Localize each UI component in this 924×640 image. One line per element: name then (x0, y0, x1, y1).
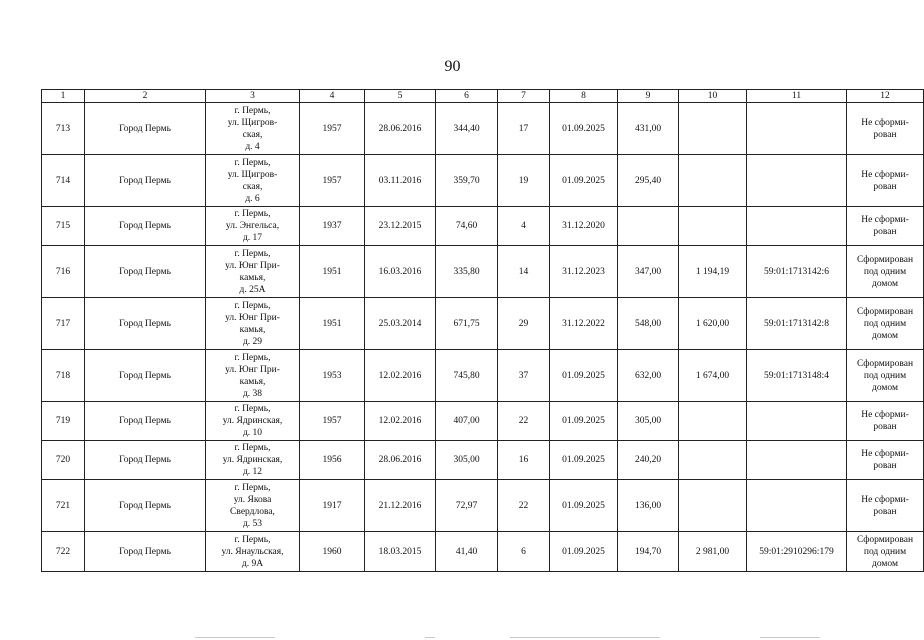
row-number-cell: 716 (42, 246, 85, 298)
area-cell: 344,40 (436, 103, 498, 155)
row-number-cell: 717 (42, 298, 85, 350)
scan-edge-line (510, 637, 660, 638)
municipality-cell: Город Пермь (85, 155, 206, 207)
status-cell: Сформирован под одним домом (847, 246, 924, 298)
municipality-cell: Город Пермь (85, 441, 206, 480)
date-cell: 12.02.2016 (365, 350, 436, 402)
date-cell: 03.11.2016 (365, 155, 436, 207)
municipality-cell: Город Пермь (85, 480, 206, 532)
table-row (42, 441, 924, 480)
area-cell: 72,97 (436, 480, 498, 532)
area-cell: 74,60 (436, 207, 498, 246)
count-cell: 17 (498, 103, 550, 155)
municipality-cell: Город Пермь (85, 207, 206, 246)
land-area-cell (679, 402, 747, 441)
area-cell: 305,00 (436, 441, 498, 480)
land-area-cell: 1 194,19 (679, 246, 747, 298)
row-number-cell: 722 (42, 532, 85, 572)
value-cell (618, 207, 679, 246)
table-row (42, 246, 924, 298)
area-cell: 359,70 (436, 155, 498, 207)
year-built-cell: 1953 (300, 350, 365, 402)
municipality-cell: Город Пермь (85, 350, 206, 402)
status-cell: Сформирован под одним домом (847, 350, 924, 402)
row-number-cell: 721 (42, 480, 85, 532)
row-number-cell: 715 (42, 207, 85, 246)
date-cell: 16.03.2016 (365, 246, 436, 298)
table-row (42, 103, 924, 155)
deadline-date-cell: 01.09.2025 (550, 350, 618, 402)
deadline-date-cell: 01.09.2025 (550, 155, 618, 207)
year-built-cell: 1957 (300, 402, 365, 441)
municipality-cell: Город Пермь (85, 246, 206, 298)
deadline-date-cell: 01.09.2025 (550, 532, 618, 572)
area-cell: 41,40 (436, 532, 498, 572)
deadline-date-cell: 01.09.2025 (550, 103, 618, 155)
area-cell: 335,80 (436, 246, 498, 298)
address-cell: г. Пермь, ул. Энгельса, д. 17 (206, 207, 300, 246)
column-number: 6 (436, 90, 498, 103)
date-cell: 18.03.2015 (365, 532, 436, 572)
count-cell: 4 (498, 207, 550, 246)
cadastral-number-cell (747, 402, 847, 441)
column-number: 7 (498, 90, 550, 103)
area-cell: 745,80 (436, 350, 498, 402)
count-cell: 16 (498, 441, 550, 480)
address-cell: г. Пермь, ул. Щигров- ская, д. 4 (206, 103, 300, 155)
land-area-cell (679, 441, 747, 480)
value-cell: 295,40 (618, 155, 679, 207)
table-row (42, 155, 924, 207)
date-cell: 28.06.2016 (365, 103, 436, 155)
column-number: 8 (550, 90, 618, 103)
land-area-cell (679, 103, 747, 155)
status-cell: Не сформи- рован (847, 103, 924, 155)
cadastral-number-cell: 59:01:1713148:4 (747, 350, 847, 402)
count-cell: 29 (498, 298, 550, 350)
table-row (42, 350, 924, 402)
value-cell: 194,70 (618, 532, 679, 572)
cadastral-number-cell: 59:01:1713142:8 (747, 298, 847, 350)
date-cell: 23.12.2015 (365, 207, 436, 246)
table-body (42, 103, 924, 572)
municipality-cell: Город Пермь (85, 532, 206, 572)
status-cell: Сформирован под одним домом (847, 532, 924, 572)
status-cell: Не сформи- рован (847, 402, 924, 441)
value-cell: 305,00 (618, 402, 679, 441)
year-built-cell: 1951 (300, 246, 365, 298)
municipality-cell: Город Пермь (85, 103, 206, 155)
row-number-cell: 720 (42, 441, 85, 480)
cadastral-number-cell (747, 480, 847, 532)
status-cell: Не сформи- рован (847, 155, 924, 207)
date-cell: 12.02.2016 (365, 402, 436, 441)
year-built-cell: 1917 (300, 480, 365, 532)
deadline-date-cell: 31.12.2022 (550, 298, 618, 350)
cadastral-number-cell (747, 103, 847, 155)
row-number-cell: 718 (42, 350, 85, 402)
deadline-date-cell: 31.12.2023 (550, 246, 618, 298)
count-cell: 37 (498, 350, 550, 402)
cadastral-number-cell: 59:01:1713142:6 (747, 246, 847, 298)
value-cell: 347,00 (618, 246, 679, 298)
cadastral-number-cell: 59:01:2910296:179 (747, 532, 847, 572)
column-number-row (42, 90, 924, 103)
deadline-date-cell: 01.09.2025 (550, 441, 618, 480)
housing-registry-table (41, 89, 924, 572)
land-area-cell: 1 620,00 (679, 298, 747, 350)
year-built-cell: 1957 (300, 155, 365, 207)
value-cell: 431,00 (618, 103, 679, 155)
value-cell: 136,00 (618, 480, 679, 532)
address-cell: г. Пермь, ул. Щигров- ская, д. 6 (206, 155, 300, 207)
deadline-date-cell: 31.12.2020 (550, 207, 618, 246)
page-number: 90 (444, 58, 461, 75)
scan-edge-line (425, 637, 435, 638)
deadline-date-cell: 01.09.2025 (550, 480, 618, 532)
land-area-cell: 1 674,00 (679, 350, 747, 402)
land-area-cell (679, 155, 747, 207)
municipality-cell: Город Пермь (85, 402, 206, 441)
deadline-date-cell: 01.09.2025 (550, 402, 618, 441)
address-cell: г. Пермь, ул. Юнг При- камья, д. 29 (206, 298, 300, 350)
address-cell: г. Пермь, ул. Ядринская, д. 10 (206, 402, 300, 441)
table-row (42, 402, 924, 441)
land-area-cell (679, 207, 747, 246)
column-number: 5 (365, 90, 436, 103)
address-cell: г. Пермь, ул. Якова Свердлова, д. 53 (206, 480, 300, 532)
address-cell: г. Пермь, ул. Янаульская, д. 9А (206, 532, 300, 572)
status-cell: Не сформи- рован (847, 441, 924, 480)
column-number: 3 (206, 90, 300, 103)
column-number: 9 (618, 90, 679, 103)
cadastral-number-cell (747, 441, 847, 480)
row-number-cell: 713 (42, 103, 85, 155)
status-cell: Не сформи- рован (847, 207, 924, 246)
area-cell: 407,00 (436, 402, 498, 441)
count-cell: 22 (498, 480, 550, 532)
count-cell: 6 (498, 532, 550, 572)
row-number-cell: 714 (42, 155, 85, 207)
table-row (42, 298, 924, 350)
year-built-cell: 1951 (300, 298, 365, 350)
year-built-cell: 1937 (300, 207, 365, 246)
column-number: 11 (747, 90, 847, 103)
cadastral-number-cell (747, 155, 847, 207)
value-cell: 240,20 (618, 441, 679, 480)
year-built-cell: 1957 (300, 103, 365, 155)
area-cell: 671,75 (436, 298, 498, 350)
column-number: 2 (85, 90, 206, 103)
table-row (42, 207, 924, 246)
value-cell: 548,00 (618, 298, 679, 350)
scan-edge-line (760, 637, 820, 638)
status-cell: Не сформи- рован (847, 480, 924, 532)
column-number: 12 (847, 90, 924, 103)
address-cell: г. Пермь, ул. Юнг При- камья, д. 25А (206, 246, 300, 298)
status-cell: Сформирован под одним домом (847, 298, 924, 350)
address-cell: г. Пермь, ул. Ядринская, д. 12 (206, 441, 300, 480)
column-number: 1 (42, 90, 85, 103)
scan-edge-line (195, 637, 275, 638)
value-cell: 632,00 (618, 350, 679, 402)
year-built-cell: 1956 (300, 441, 365, 480)
count-cell: 22 (498, 402, 550, 441)
land-area-cell: 2 981,00 (679, 532, 747, 572)
date-cell: 28.06.2016 (365, 441, 436, 480)
column-number: 10 (679, 90, 747, 103)
municipality-cell: Город Пермь (85, 298, 206, 350)
row-number-cell: 719 (42, 402, 85, 441)
land-area-cell (679, 480, 747, 532)
cadastral-number-cell (747, 207, 847, 246)
address-cell: г. Пермь, ул. Юнг При- камья, д. 38 (206, 350, 300, 402)
table-row (42, 532, 924, 572)
date-cell: 21.12.2016 (365, 480, 436, 532)
count-cell: 19 (498, 155, 550, 207)
count-cell: 14 (498, 246, 550, 298)
year-built-cell: 1960 (300, 532, 365, 572)
date-cell: 25.03.2014 (365, 298, 436, 350)
table-row (42, 480, 924, 532)
column-number: 4 (300, 90, 365, 103)
